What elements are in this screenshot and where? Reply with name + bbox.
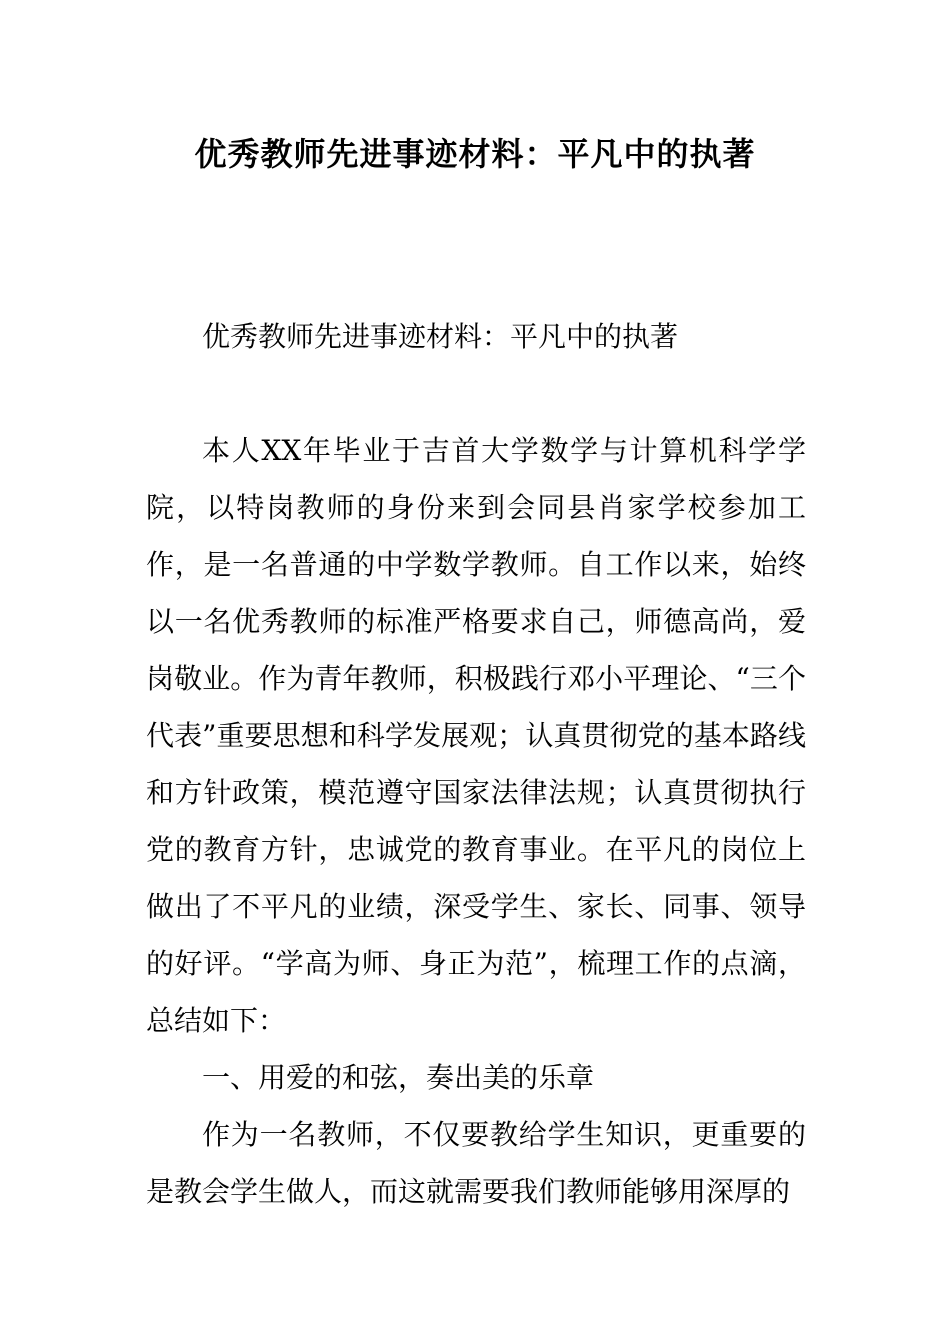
document-body	[146, 308, 806, 1220]
section-heading: 一、用爱的和弦，奏出美的乐章	[202, 1061, 595, 1094]
document-subtitle: 优秀教师先进事迹材料：平凡中的执著	[202, 320, 679, 353]
section-paragraph: 作为一名教师，不仅要教给学生知识，更重要的是教会学生做人，而这就需要我们教师能够用深厚的	[146, 1118, 806, 1208]
body-paragraph: 本人XX年毕业于吉首大学数学与计算机科学学院，以特岗教师的身份来到会同县肖家学校参加工作，是一名普通的中学数学教师。自工作以来，始终以一名优秀教师的标准严格要求自己，师德高尚，爱岗敬业。作为青年教师，积极践行邓小平理论、“三个代表”重要思想和科学发展观；认真贯彻党的基本路线和方针政策，模范遵守国家法律法规；认真贯彻执行党的教育方针，忠诚党的教育事业。在平凡的岗位上做出了不平凡的业绩，深受学生、家长、同事、领导的好评。“学高为师、身正为范”，梳理工作的点滴，总结如下：	[146, 434, 806, 1037]
document-title: 优秀教师先进事迹材料：平凡中的执著	[194, 135, 756, 173]
